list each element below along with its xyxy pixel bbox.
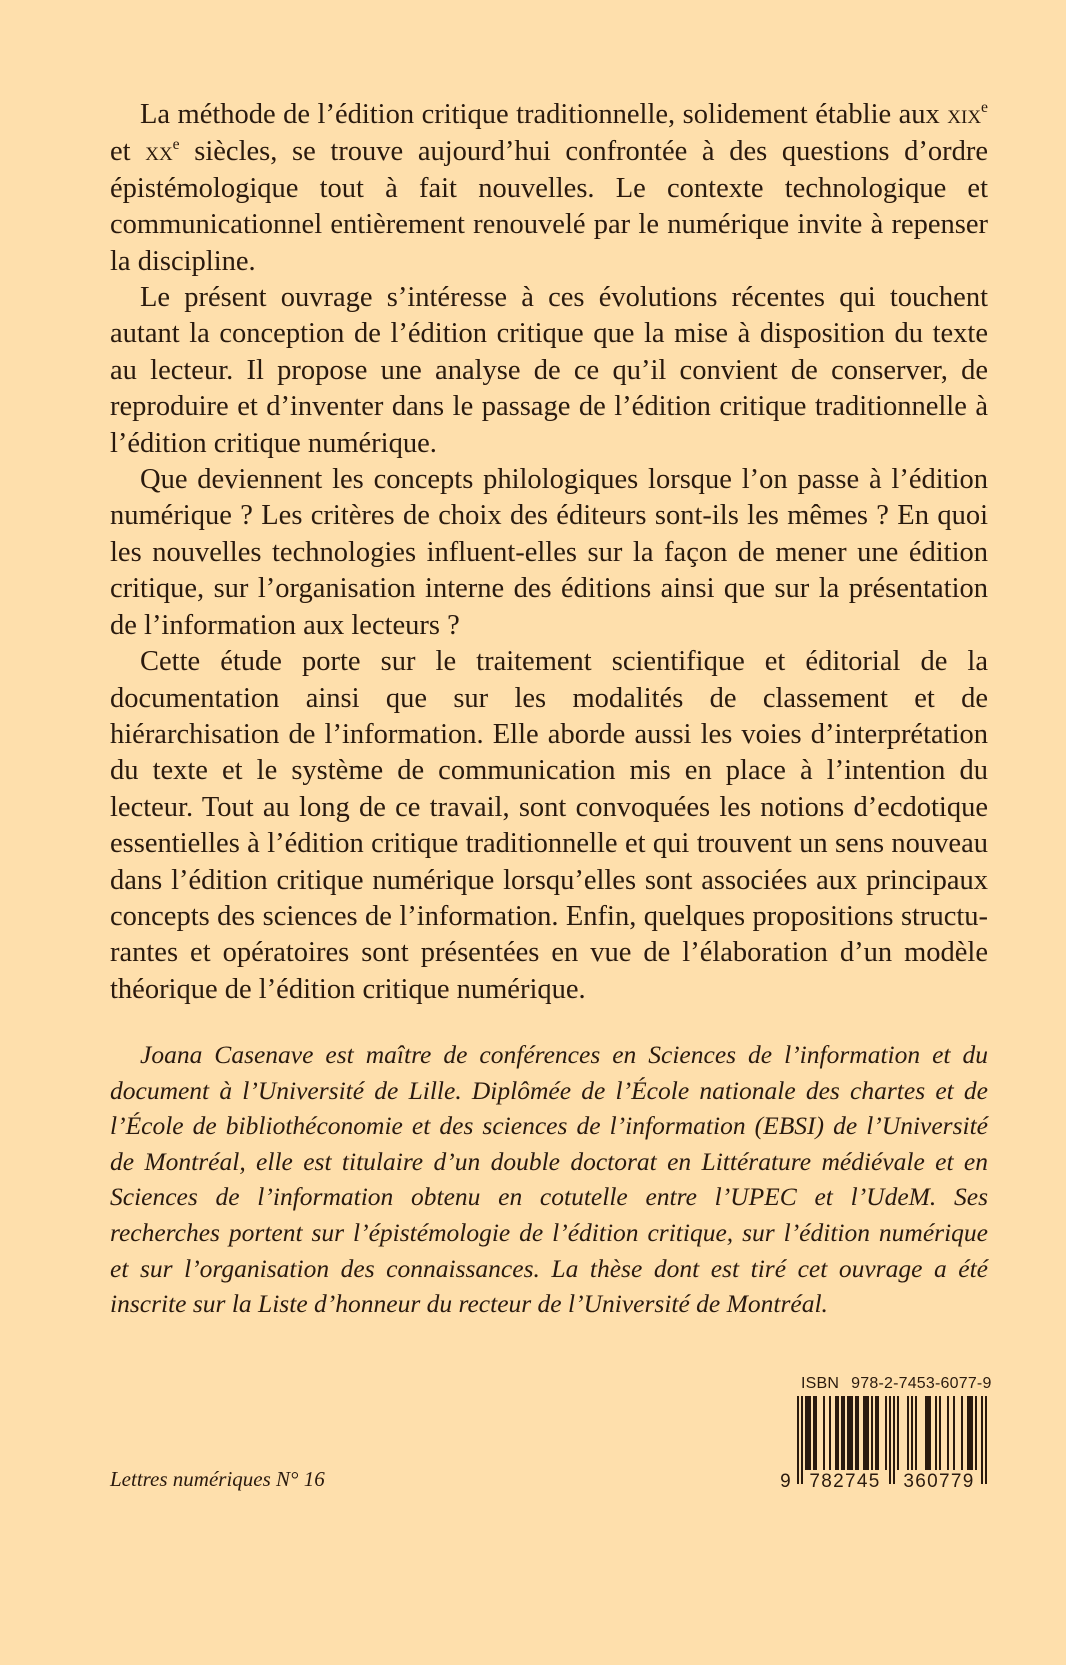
barcode	[780, 1396, 996, 1488]
barcode-bar	[805, 1396, 807, 1470]
barcode-bar	[969, 1396, 971, 1470]
barcode-bar	[813, 1396, 815, 1470]
isbn-label: ISBN 978-2-7453-6077-9	[801, 1375, 992, 1392]
barcode-bar	[897, 1396, 899, 1470]
barcode-bar	[915, 1396, 917, 1470]
barcode-digit-first: 9	[780, 1471, 792, 1488]
barcode-bar	[815, 1396, 817, 1470]
summary-paragraph-2: Le présent ouvrage s’intéresse à ces évolutions récentes qui touchent autant la conception de l’édition critique que la mise à disposition du texte au lecteur. Il propose une analyse de ce qu’il convient de conserver, de reproduire et d’inventer dans le passage de l’édition critique traditionnelle à l’édition critique numérique.	[110, 282, 988, 459]
barcode-bar	[911, 1396, 913, 1470]
summary-paragraph-1: La méthode de l’édition critique traditionnelle, solidement établie aux xix$^e$ et $xx^e$ siècles, se trouve aujourd’hui confrontée à des questions d’ordre épistémologique tout à fait nouvelles. Le contexte technologique et communicationnel entièrement renouvelé par le numérique invite à repenser la discipline.	[110, 99, 989, 277]
barcode-bar	[807, 1396, 809, 1470]
barcode-bar	[797, 1396, 799, 1484]
barcode-bar	[851, 1396, 853, 1470]
barcode-bar	[857, 1396, 859, 1470]
isbn-barcode-block	[780, 1375, 996, 1488]
barcode-bar	[981, 1396, 983, 1484]
barcode-bar	[847, 1396, 849, 1470]
author-bio	[110, 1037, 988, 1322]
summary-paragraph-3: Que deviennent les concepts philologiques lorsque l’on passe à l’édition numérique ? Les critères de choix des éditeurs sont-ils les mêmes ? En quoi les nouvelles technologies influent-elles sur la façon de mener une édition critique, sur l’organisation interne des éditions ainsi que sur la présentation de l’information aux lecteurs ?	[110, 464, 988, 641]
barcode-digits-left: 782745	[809, 1471, 881, 1488]
barcode-bar	[971, 1396, 973, 1470]
barcode-bar	[893, 1396, 895, 1484]
isbn-number: 978-2-7453-6077-9	[851, 1375, 992, 1392]
barcode-bar	[889, 1396, 891, 1484]
barcode-bar	[927, 1396, 929, 1470]
barcode-bar	[843, 1396, 845, 1470]
back-cover-summary	[110, 96, 988, 1008]
barcode-bar	[877, 1396, 879, 1470]
barcode-bar	[823, 1396, 825, 1470]
barcode-bar	[849, 1396, 851, 1470]
barcode-bar	[871, 1396, 873, 1470]
barcode-bar	[841, 1396, 843, 1470]
summary-paragraph-4: Cette étude porte sur le traitement scientifique et éditorial de la documentation ainsi que sur les modalités de classement et de hiérarchisation de l’information. Elle aborde aussi les voies d’interprétation du texte et le système de communication mis en place à l’intention du lecteur. Tout au long de ce travail, sont convoquées les notions d’ecdotique essentielles à l’édition critique traditionnelle et qui trouvent un sens nouveau dans l’édition critique numérique lorsqu’elles sont associées aux principaux concepts des sciences de l’information. Enfin, quelques propositions structu-rantes et opératoires sont présentées en vue de l’élaboration d’un modèle théorique de l’édition critique numérique.	[110, 646, 988, 1005]
barcode-bar	[975, 1396, 977, 1470]
barcode-bar	[953, 1396, 955, 1470]
barcode-bar	[961, 1396, 963, 1470]
barcode-bar	[967, 1396, 969, 1470]
barcode-bar	[837, 1396, 839, 1470]
barcode-digits-right: 360779	[903, 1471, 975, 1488]
century-19: xix	[947, 99, 982, 129]
barcode-bar	[865, 1396, 867, 1470]
century-20: xx	[145, 136, 173, 167]
barcode-bar	[867, 1396, 869, 1470]
barcode-bar	[829, 1396, 831, 1470]
barcode-bar	[907, 1396, 909, 1470]
barcode-bar	[929, 1396, 931, 1470]
barcode-bar	[885, 1396, 887, 1470]
barcode-bar	[985, 1396, 987, 1484]
barcode-bar	[947, 1396, 949, 1470]
barcode-bar	[935, 1396, 937, 1470]
barcode-bar	[801, 1396, 803, 1484]
barcode-bar	[925, 1396, 927, 1470]
barcode-bar	[855, 1396, 857, 1470]
barcode-bar	[835, 1396, 837, 1470]
barcode-bar	[939, 1396, 941, 1470]
author-bio-text: Joana Casenave est maître de conférences en Sciences de l’information et du document à l’Université de Lille. Diplômée de l’École nationale des chartes et de l’École de bibliothéconomie et des sciences de l’information (EBSI) de l’Université de Montréal, elle est titulaire d’un double doctorat en Littérature médiévale et en Sciences de l’information obtenu en cotutelle entre l’UPEC et l’UdeM. Ses recherches portent sur l’épistémologie de l’édition critique, sur l’édition numérique et sur l’organisation des connaissances. La thèse dont est tiré cet ouvrage a été inscrite sur la Liste d’honneur du recteur de l’Université de Montréal.	[110, 1040, 988, 1319]
barcode-bar	[809, 1396, 811, 1470]
barcode-bar	[875, 1396, 877, 1470]
series-label: Lettres numériques N° 16	[110, 1467, 325, 1491]
barcode-bar	[863, 1396, 865, 1470]
